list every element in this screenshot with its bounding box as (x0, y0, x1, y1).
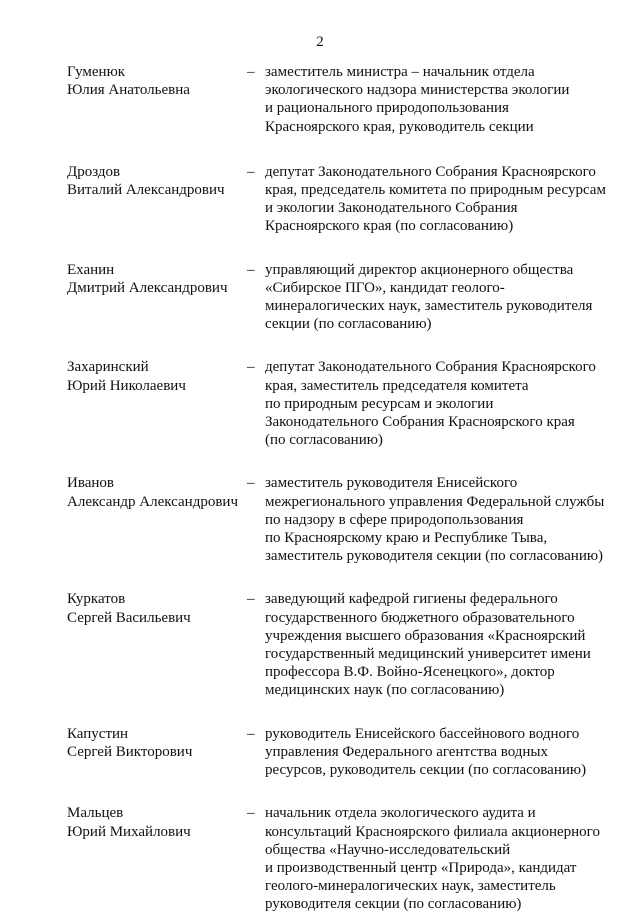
member-given-name: Юлия Анатольевна (67, 82, 190, 99)
role-line: «Сибирское ПГО», кандидат геолого- (265, 279, 505, 296)
role-line: заместитель руководителя Енисейского (265, 475, 518, 492)
member-entry (67, 474, 627, 565)
role-line: профессора В.Ф. Войно-Ясенецкого», доктор (265, 664, 555, 681)
dash-separator: – (247, 163, 255, 180)
role-line: по природным ресурсам и экологии (265, 395, 494, 412)
member-name (67, 261, 243, 297)
role-line: и рационального природопользования (265, 100, 509, 117)
role-line: заместитель министра – начальник отдела (265, 64, 535, 80)
role-line: и производственный центр «Природа», кандидат (265, 859, 577, 876)
role-line: учреждения высшего образования «Красноярский (265, 627, 586, 644)
member-given-name: Юрий Михайлович (67, 823, 191, 840)
member-role (265, 358, 627, 449)
dash-separator: – (247, 725, 255, 742)
member-surname: Иванов (67, 475, 114, 492)
role-line: государственный медицинский университет имени (265, 646, 591, 663)
member-list (67, 63, 627, 914)
role-line: Красноярского края (по согласованию) (265, 218, 514, 235)
member-given-name: Юрий Николаевич (67, 377, 186, 394)
role-line: управляющий директор акционерного общества (265, 261, 574, 278)
member-entry (67, 358, 627, 449)
member-given-name: Виталий Александрович (67, 182, 225, 199)
role-line: управления Федерального агентства водных (265, 743, 549, 760)
member-role (265, 590, 627, 699)
role-line: заведующий кафедрой гигиены федерального (265, 591, 558, 608)
member-entry (67, 590, 627, 699)
dash-separator: – (247, 475, 255, 492)
member-given-name: Сергей Васильевич (67, 609, 191, 626)
role-line: общества «Научно-исследовательский (265, 841, 511, 858)
member-name (67, 474, 243, 510)
member-entry (67, 63, 627, 136)
member-surname: Капустин (67, 725, 129, 742)
member-surname: Еханин (67, 261, 115, 278)
role-line: руководителя секции (по согласованию) (265, 896, 522, 913)
member-given-name: Сергей Викторович (67, 743, 193, 760)
role-line: Законодательного Собрания Красноярского края (265, 414, 575, 431)
member-role (265, 163, 627, 236)
member-surname: Куркатов (67, 591, 126, 608)
dash-separator: – (247, 591, 255, 608)
role-line: межрегионального управления Федеральной службы (265, 493, 605, 510)
member-entry (67, 804, 627, 913)
member-name (67, 63, 243, 99)
role-line: секции (по согласованию) (265, 316, 432, 333)
member-name (67, 725, 243, 761)
member-role (265, 474, 627, 565)
dash-separator: – (247, 261, 255, 278)
member-role (265, 804, 627, 913)
role-line: депутат Законодательного Собрания Красноярского (265, 163, 596, 180)
role-line: минералогических наук, заместитель руководителя (265, 298, 593, 315)
dash-separator: – (247, 359, 255, 376)
member-given-name: Александр Александрович (67, 493, 238, 510)
role-line: депутат Законодательного Собрания Красноярского (265, 359, 596, 376)
member-name (67, 163, 243, 199)
member-role (265, 63, 627, 136)
member-name (67, 358, 243, 394)
role-line: (по согласованию) (265, 432, 383, 449)
role-line: начальник отдела экологического аудита и (265, 805, 536, 822)
role-line: и экологии Законодательного Собрания (265, 200, 518, 217)
role-line: края, председатель комитета по природным ресурсам (265, 182, 606, 199)
role-line: государственного бюджетного образовательного (265, 609, 575, 626)
member-surname: Дроздов (67, 163, 121, 180)
role-line: экологического надзора министерства экологии (265, 82, 570, 99)
page-number: 2 (316, 34, 324, 50)
role-line: геолого-минералогических наук, заместитель (265, 878, 556, 895)
role-line: руководитель Енисейского бассейнового водного (265, 725, 580, 742)
member-entry (67, 163, 627, 236)
role-line: по Красноярскому краю и Республике Тыва, (265, 530, 548, 547)
member-surname: Мальцев (67, 805, 124, 822)
member-given-name: Дмитрий Александрович (67, 279, 228, 296)
dash-separator: – (247, 64, 255, 80)
role-line: ресурсов, руководитель секции (по согласованию) (265, 762, 587, 779)
member-surname: Захаринский (67, 359, 149, 376)
role-line: заместитель руководителя секции (по согласованию) (265, 548, 604, 565)
role-line: медицинских наук (по согласованию) (265, 682, 505, 699)
dash-separator: – (247, 805, 255, 822)
member-role (265, 261, 627, 334)
role-line: по надзору в сфере природопользования (265, 511, 524, 528)
member-entry (67, 261, 627, 334)
member-surname: Гуменюк (67, 64, 126, 80)
member-name (67, 590, 243, 626)
member-entry (67, 725, 627, 780)
role-line: консультаций Красноярского филиала акционерного (265, 823, 600, 840)
member-name (67, 804, 243, 840)
role-line: края, заместитель председателя комитета (265, 377, 529, 394)
role-line: Красноярского края, руководитель секции (265, 118, 534, 135)
member-role (265, 725, 627, 780)
